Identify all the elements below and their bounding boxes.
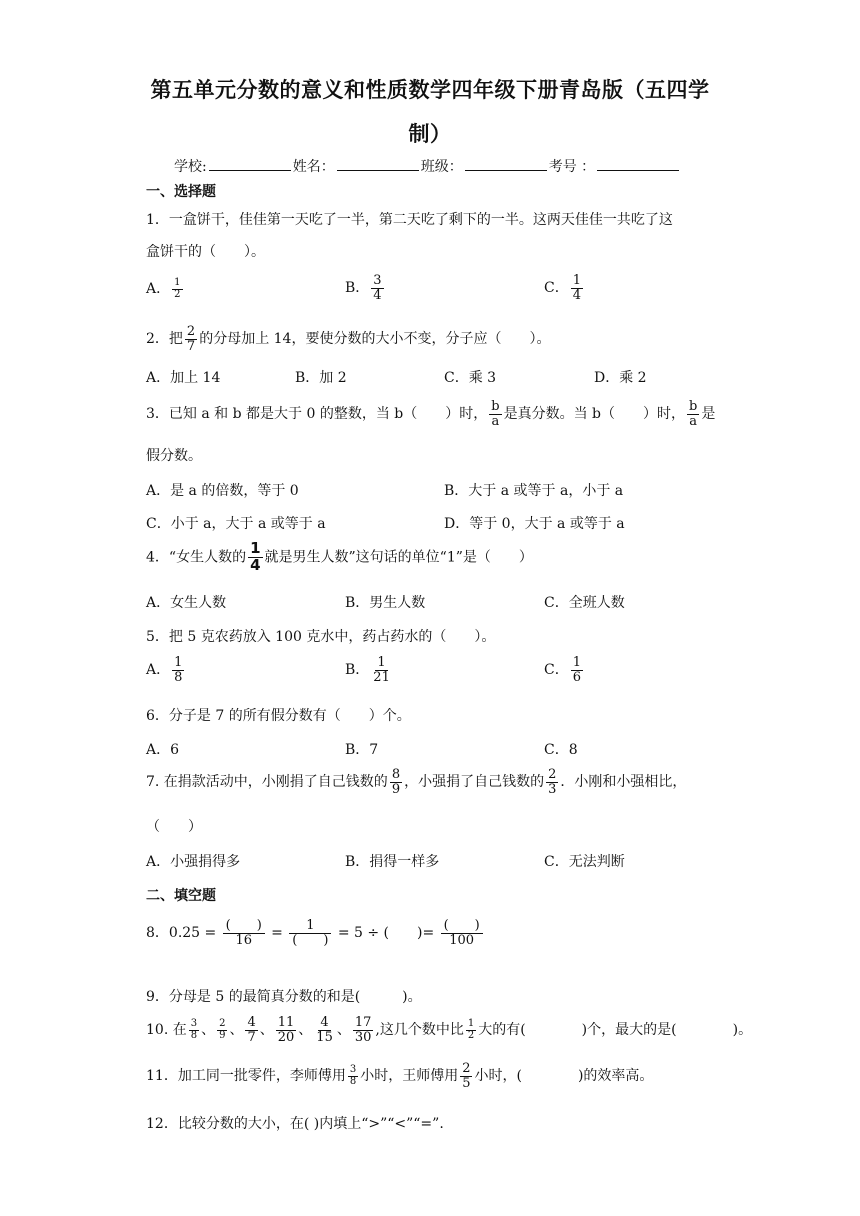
numerator: 8 [391, 767, 401, 782]
fraction [390, 768, 402, 796]
numerator: 1 [289, 919, 331, 934]
question-text: 2．把 [146, 331, 183, 348]
question-6-option-b[interactable]: B．7 [345, 742, 379, 758]
equals-sign: )= [417, 925, 435, 942]
fraction [371, 274, 383, 302]
question-2-option-b[interactable]: B．加 2 [295, 370, 347, 386]
option-label: A． [146, 281, 171, 297]
question-text: 的分母加上 14，要使分数的大小不变，分子应（ ）。 [199, 331, 551, 348]
question-2-option-d[interactable]: D．乘 2 [594, 370, 647, 386]
denominator: 30 [354, 1029, 372, 1045]
question-4-option-a[interactable]: A．女生人数 [146, 595, 227, 611]
question-4-option-b[interactable]: B．男生人数 [345, 595, 426, 611]
separator: 、 [336, 1022, 351, 1039]
question-text: 3．已知 a 和 b 都是大于 0 的整数，当 b（ ）时， [146, 406, 488, 423]
numerator: 4 [320, 1015, 329, 1030]
question-7-text-continued: （ ） [146, 819, 202, 835]
question-11-text [146, 1062, 653, 1090]
blank-denominator[interactable]: ( ) [292, 932, 329, 948]
fraction [189, 1019, 199, 1041]
denominator: 8 [349, 1075, 357, 1087]
denominator: 8 [174, 669, 183, 685]
numerator: 1 [467, 1018, 475, 1030]
question-6-text: 6．分子是 7 的所有假分数有（ ）个。 [146, 708, 411, 724]
question-3-option-a[interactable]: A．是 a 的倍数，等于 0 [146, 483, 299, 499]
numerator: 1 [377, 655, 386, 670]
question-9-text: 9．分母是 5 的最简真分数的和是( )。 [146, 989, 422, 1005]
question-text: 大的有( )个，最大的是( )。 [478, 1022, 753, 1039]
question-text: 小时，( )的效率高。 [474, 1068, 654, 1085]
question-7-option-c[interactable]: C．无法判断 [544, 854, 625, 870]
denominator: 2 [467, 1029, 475, 1041]
question-1-option-a[interactable] [146, 278, 185, 300]
fraction [687, 400, 699, 428]
question-text: 11．加工同一批零件，李师傅用 [146, 1068, 346, 1085]
numerator: 2 [186, 324, 196, 339]
denominator: 6 [572, 669, 581, 685]
question-4-option-c[interactable]: C．全班人数 [544, 595, 625, 611]
question-5-option-c[interactable] [544, 656, 585, 684]
numerator: 3 [349, 1064, 357, 1076]
question-2-option-c[interactable]: C．乘 3 [444, 370, 497, 386]
numerator: 2 [462, 1061, 471, 1076]
question-3-option-c[interactable]: C．小于 a，大于 a 或等于 a [146, 516, 326, 532]
fraction [353, 1016, 374, 1044]
denominator: 5 [462, 1075, 471, 1091]
question-3-text [146, 400, 715, 428]
question-8-equation [146, 919, 485, 947]
question-7-option-a[interactable]: A．小强捐得多 [146, 854, 241, 870]
numerator: 4 [247, 1015, 256, 1030]
question-text: ，小强捐了自己钱数的 [404, 774, 545, 791]
separator: 、 [201, 1022, 216, 1039]
denominator: 20 [277, 1029, 295, 1045]
question-2-text [146, 325, 550, 353]
option-label: B． [345, 662, 370, 679]
question-text: ．小刚和小强相比， [560, 774, 687, 791]
page-title-continued: 制） [408, 122, 452, 146]
question-1-text-continued: 盒饼干的（ ）。 [146, 244, 265, 260]
numerator: 2 [548, 767, 557, 782]
fraction [217, 1019, 227, 1041]
denominator: 4 [572, 287, 581, 303]
fraction [460, 1062, 472, 1090]
division-blank[interactable] [389, 925, 417, 941]
numerator: 1 [174, 277, 181, 288]
denominator: 4 [373, 287, 382, 303]
question-3-option-d[interactable]: D．等于 0，大于 a 或等于 a [444, 516, 625, 532]
question-2-option-a[interactable]: A．加上 14 [146, 370, 221, 386]
numerator: 2 [219, 1018, 226, 1030]
denominator: 16 [235, 932, 252, 948]
fraction [245, 1016, 257, 1044]
school-blank[interactable] [209, 156, 291, 171]
denominator: 2 [174, 288, 181, 300]
question-7-text [146, 768, 686, 796]
question-text: 是 [701, 406, 716, 423]
numerator: 17 [354, 1015, 372, 1030]
separator: 、 [229, 1022, 244, 1039]
option-label: C． [544, 280, 569, 297]
question-6-option-a[interactable]: A．6 [146, 742, 180, 758]
equals-sign: = [271, 925, 283, 942]
school-label: 学校: [174, 159, 207, 175]
numerator: 11 [277, 1015, 295, 1030]
question-3-option-b[interactable]: B．大于 a 或等于 a，小于 a [444, 483, 624, 499]
denominator: 7 [186, 338, 196, 354]
numerator: 1 [174, 655, 183, 670]
numerator: 1 [572, 273, 581, 288]
question-text: 就是男生人数”这句话的单位“1”是（ ） [264, 549, 533, 566]
question-text: ,这几个数中比 [375, 1022, 464, 1039]
fraction-blank-numerator[interactable] [223, 919, 265, 947]
fraction [314, 1016, 335, 1044]
fraction-blank-numerator-2[interactable] [441, 919, 483, 947]
question-1-option-c[interactable] [544, 274, 585, 302]
question-5-text: 5．把 5 克农药放入 100 克水中，药占药水的（ ）。 [146, 629, 496, 645]
question-text: 7. 在捐款活动中，小刚捐了自己钱数的 [146, 774, 388, 791]
denominator: 100 [449, 932, 475, 948]
denominator: 3 [548, 781, 557, 797]
fraction [348, 1065, 358, 1087]
separator: 、 [298, 1022, 313, 1039]
question-text: 10. 在 [146, 1022, 187, 1039]
fraction [466, 1019, 476, 1041]
numerator: b [491, 399, 500, 414]
page-title: 第五单元分数的意义和性质数学四年级下册青岛版（五四学 [150, 78, 710, 102]
exam-number-label: 考号 ： [548, 159, 596, 175]
question-7-option-b[interactable]: B．捐得一样多 [345, 854, 440, 870]
denominator: 8 [190, 1029, 198, 1041]
numerator: 3 [190, 1018, 198, 1030]
numerator: 1 [572, 655, 581, 670]
section-choice-heading: 一、选择题 [146, 184, 216, 200]
question-1-option-b[interactable] [345, 274, 386, 302]
option-label: A． [146, 662, 171, 679]
denominator: 7 [247, 1029, 256, 1045]
exam-number-blank[interactable] [597, 156, 679, 171]
division-expression: = 5 ÷ ( [337, 925, 389, 942]
question-1-text: 1．一盒饼干，佳佳第一天吃了一半，第二天吃了剩下的一半。这两天佳佳一共吃了这 [146, 212, 673, 228]
denominator: 21 [373, 669, 390, 685]
denominator: 15 [316, 1029, 333, 1045]
section-fill-heading: 二、填空题 [146, 888, 216, 904]
fraction [489, 400, 501, 428]
denominator: 4 [250, 555, 261, 574]
denominator: a [491, 413, 500, 429]
fraction [546, 768, 558, 796]
name-label: 姓名： [292, 159, 335, 175]
denominator: 9 [219, 1029, 226, 1041]
fraction-blank-denominator[interactable] [289, 919, 331, 947]
question-text: 8．0.25 = [146, 925, 217, 942]
option-label: B． [345, 280, 370, 297]
question-5-option-b[interactable] [345, 656, 394, 684]
name-blank[interactable] [337, 156, 419, 171]
question-text: 是真分数。当 b（ ）时， [503, 406, 685, 423]
fraction [571, 274, 583, 302]
option-label: C． [544, 662, 569, 679]
blank-numerator[interactable]: ( ) [223, 919, 265, 934]
question-3-text-continued: 假分数。 [146, 448, 202, 464]
fraction [172, 656, 184, 684]
class-blank[interactable] [465, 156, 547, 171]
question-12-text: 12．比较分数的大小，在( )内填上“>”“<”“=”. [146, 1116, 444, 1132]
question-text: 4．“女生人数的 [146, 549, 247, 566]
blank-numerator[interactable]: ( ) [441, 919, 483, 934]
question-6-option-c[interactable]: C．8 [544, 742, 578, 758]
denominator: a [689, 413, 698, 429]
numerator: b [689, 399, 698, 414]
fraction [276, 1016, 297, 1044]
class-label: 班级： [420, 159, 463, 175]
student-info-row [174, 156, 681, 176]
denominator: 9 [391, 781, 401, 797]
separator: 、 [259, 1022, 274, 1039]
question-text: 小时，王师傅用 [360, 1068, 459, 1085]
fraction [248, 541, 262, 574]
fraction [371, 656, 392, 684]
question-5-option-a[interactable] [146, 656, 186, 684]
numerator: 1 [250, 539, 261, 557]
fraction [571, 656, 583, 684]
numerator: 3 [373, 273, 382, 288]
question-4-text [146, 541, 533, 574]
question-10-text [146, 1016, 752, 1044]
fraction [172, 278, 182, 300]
fraction [185, 325, 197, 353]
